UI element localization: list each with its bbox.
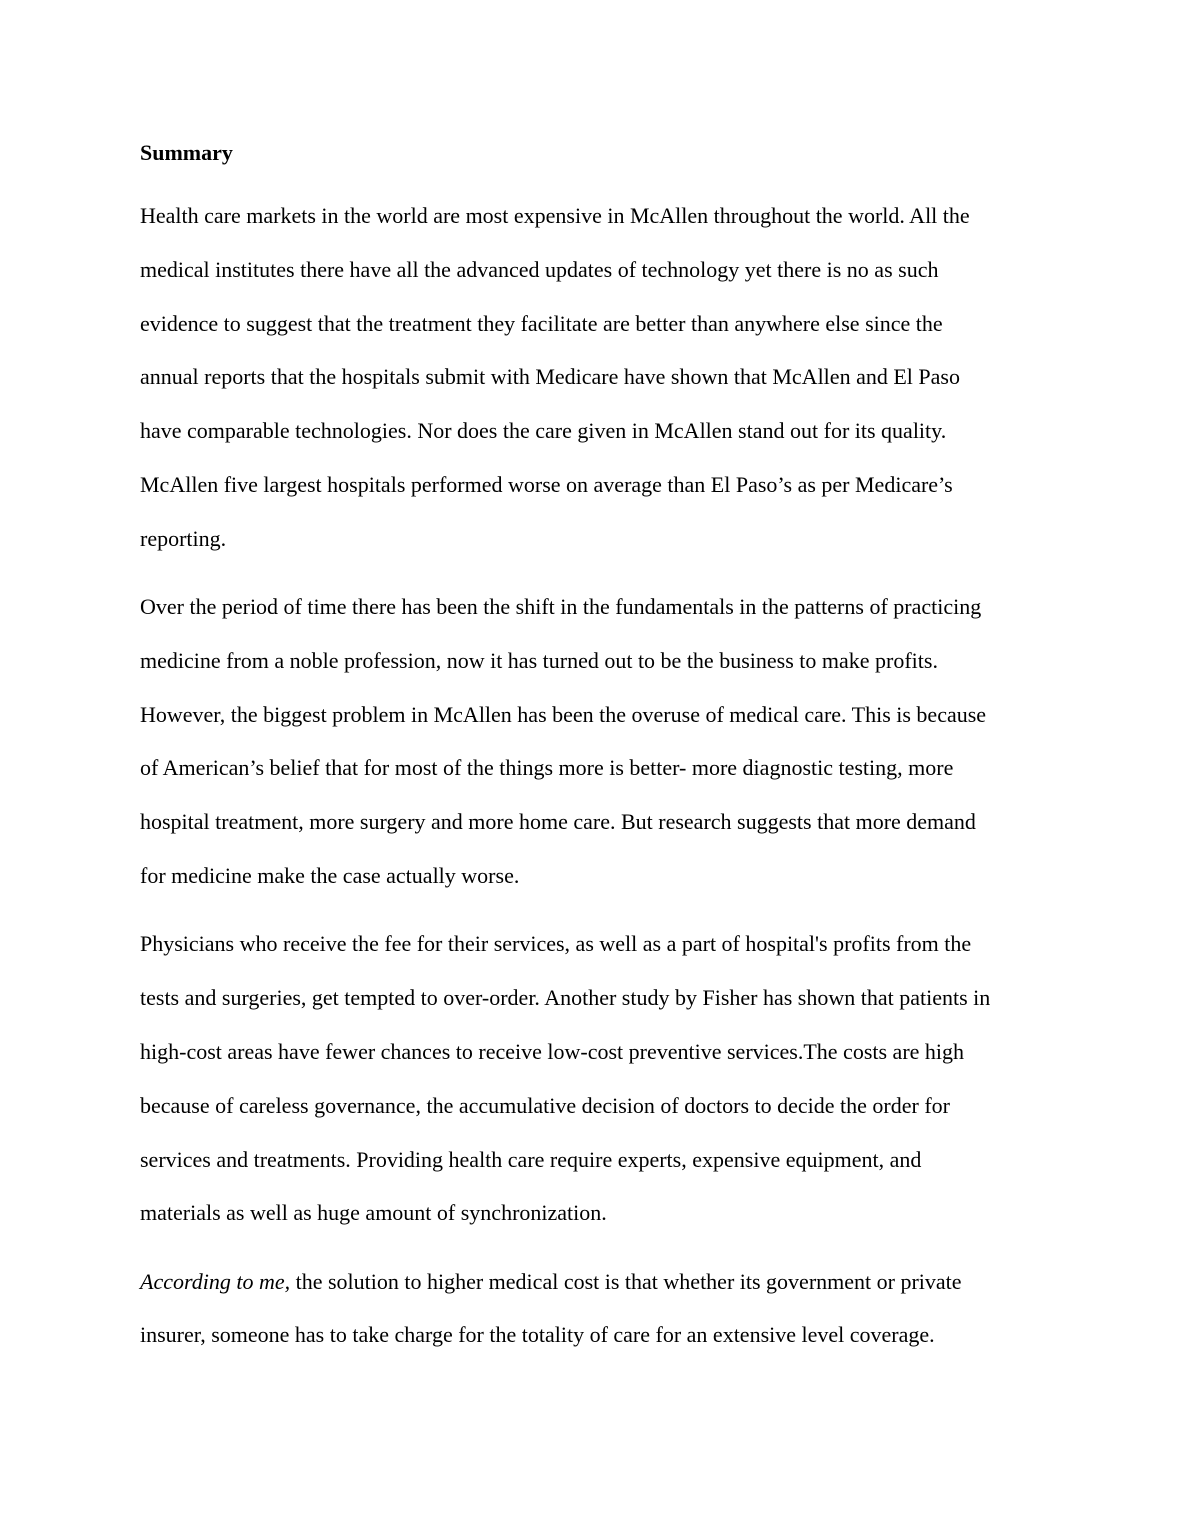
text-line: annual reports that the hospitals submit with Medicare have shown that McAllen and El Paso xyxy=(140,364,960,390)
text-span: the solution to higher medical cost is that whether its government or private xyxy=(290,1268,962,1294)
text-line: have comparable technologies. Nor does the care given in McAllen stand out for its quality. xyxy=(140,418,947,444)
text-line: Over the period of time there has been the shift in the fundamentals in the patterns of practicing xyxy=(140,594,982,620)
text-line: tests and surgeries, get tempted to over-order. Another study by Fisher has shown that patients in xyxy=(140,985,991,1011)
text-line: McAllen five largest hospitals performed worse on average than El Paso’s as per Medicare’s xyxy=(140,471,953,497)
document-body xyxy=(140,137,1052,1377)
text-line: evidence to suggest that the treatment they facilitate are better than anywhere else since the xyxy=(140,310,943,336)
paragraph-1 xyxy=(140,189,1052,566)
paragraph-2 xyxy=(140,580,1052,903)
text-line: because of careless governance, the accumulative decision of doctors to decide the order for xyxy=(140,1092,950,1118)
text-line: services and treatments. Providing health care require experts, expensive equipment, and xyxy=(140,1146,922,1172)
text-line: hospital treatment, more surgery and more home care. But research suggests that more demand xyxy=(140,809,976,835)
text-line: high-cost areas have fewer chances to receive low-cost preventive services.The costs are high xyxy=(140,1038,965,1064)
text-line: medical institutes there have all the advanced updates of technology yet there is no as such xyxy=(140,256,939,282)
text-line: materials as well as huge amount of synchronization. xyxy=(140,1200,607,1226)
text-line: insurer, someone has to take charge for the totality of care for an extensive level coverage. xyxy=(140,1322,935,1348)
text-line: reporting. xyxy=(140,525,227,551)
text-line: Physicians who receive the fee for their services, as well as a part of hospital's profits from the xyxy=(140,931,972,957)
paragraph-4 xyxy=(140,1255,1052,1363)
text-line: of American’s belief that for most of the things more is better- more diagnostic testing, more xyxy=(140,755,954,781)
text-line: Health care markets in the world are most expensive in McAllen throughout the world. All the xyxy=(140,203,970,228)
paragraph-3 xyxy=(140,917,1052,1240)
text-line: for medicine make the case actually worse. xyxy=(140,863,520,889)
text-line: However, the biggest problem in McAllen has been the overuse of medical care. This is because xyxy=(140,701,987,727)
italic-lead: According to me, xyxy=(140,1268,291,1294)
text-line: medicine from a noble profession, now it has turned out to be the business to make profits. xyxy=(140,647,938,673)
section-heading: Summary xyxy=(140,140,233,165)
text-line xyxy=(140,1255,1052,1309)
